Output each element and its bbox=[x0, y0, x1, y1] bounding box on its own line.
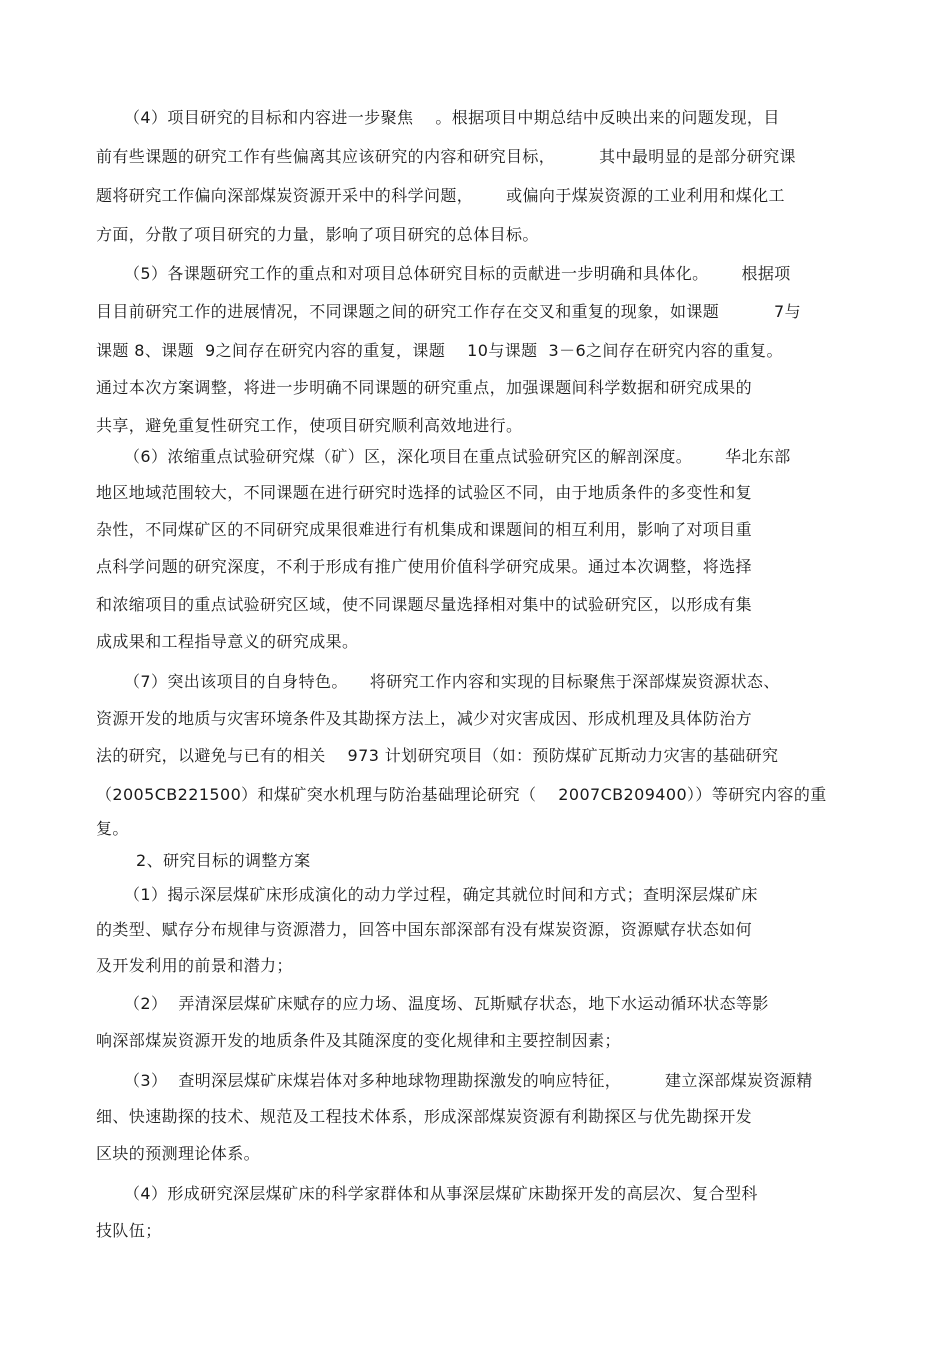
text-line: （4）形成研究深层煤矿床的科学家群体和从事深层煤矿床勘探开发的高层次、复合型科 bbox=[124, 1184, 758, 1203]
text-line: 共享，避免重复性研究工作，使项目研究顺利高效地进行。 bbox=[96, 416, 523, 435]
section-heading: 2、研究目标的调整方案 bbox=[136, 851, 311, 870]
text-line: 细、快速勘探的技术、规范及工程技术体系，形成深部煤炭资源有利勘探区与优先勘探开发 bbox=[96, 1107, 753, 1126]
text-line: （6）浓缩重点试验研究煤（矿）区，深化项目在重点试验研究区的解剖深度。 华北东部 bbox=[124, 447, 791, 466]
text-line: 和浓缩项目的重点试验研究区域，使不同课题尽量选择相对集中的试验研究区，以形成有集 bbox=[96, 595, 753, 614]
text-line: 法的研究，以避免与已有的相关 973 计划研究项目（如：预防煤矿瓦斯动力灾害的基础研究 bbox=[96, 746, 779, 765]
text-line: 的类型、赋存分布规律与资源潜力，回答中国东部深部有没有煤炭资源，资源赋存状态如何 bbox=[96, 920, 753, 939]
text-line: （4）项目研究的目标和内容进一步聚焦 。根据项目中期总结中反映出来的问题发现，目 bbox=[124, 108, 780, 127]
text-line: 成成果和工程指导意义的研究成果。 bbox=[96, 632, 359, 651]
text-line: 资源开发的地质与灾害环境条件及其勘探方法上，减少对灾害成因、形成机理及具体防治方 bbox=[96, 709, 753, 728]
text-line: 通过本次方案调整，将进一步明确不同课题的研究重点，加强课题间科学数据和研究成果的 bbox=[96, 378, 753, 397]
text-line: （2005CB221500）和煤矿突水机理与防治基础理论研究（ 2007CB209400））等研究内容的重 bbox=[96, 785, 827, 804]
text-line: 技队伍； bbox=[96, 1221, 162, 1240]
text-line: 复。 bbox=[96, 819, 129, 838]
text-line: 响深部煤炭资源开发的地质条件及其随深度的变化规律和主要控制因素； bbox=[96, 1031, 621, 1050]
text-line: 地区地域范围较大，不同课题在进行研究时选择的试验区不同，由于地质条件的多变性和复 bbox=[96, 483, 753, 502]
text-line: 点科学问题的研究深度，不利于形成有推广使用价值科学研究成果。通过本次调整，将选择 bbox=[96, 557, 753, 576]
text-line: （1）揭示深层煤矿床形成演化的动力学过程，确定其就位时间和方式；查明深层煤矿床 bbox=[124, 885, 758, 904]
text-line: （2） 弄清深层煤矿床赋存的应力场、温度场、瓦斯赋存状态，地下水运动循环状态等影 bbox=[124, 994, 769, 1013]
text-line: （5）各课题研究工作的重点和对项目总体研究目标的贡献进一步明确和具体化。 根据项 bbox=[124, 264, 791, 283]
text-line: 及开发利用的前景和潜力； bbox=[96, 956, 293, 975]
text-line: 目目前研究工作的进展情况，不同课题之间的研究工作存在交叉和重复的现象，如课题 7与 bbox=[96, 302, 802, 321]
text-line: 前有些课题的研究工作有些偏离其应该研究的内容和研究目标， 其中最明显的是部分研究课 bbox=[96, 147, 796, 166]
text-line: 课题 8、课题 9之间存在研究内容的重复，课题 10与课题 3－6之间存在研究内容的重复。 bbox=[96, 341, 783, 360]
text-line: 题将研究工作偏向深部煤炭资源开采中的科学问题， 或偏向于煤炭资源的工业利用和煤化工 bbox=[96, 186, 785, 205]
text-line: 区块的预测理论体系。 bbox=[96, 1144, 261, 1163]
text-line: （7）突出该项目的自身特色。 将研究工作内容和实现的目标聚焦于深部煤炭资源状态、 bbox=[124, 672, 780, 691]
text-line: （3） 查明深层煤矿床煤岩体对多种地球物理勘探激发的响应特征， 建立深部煤炭资源精 bbox=[124, 1071, 813, 1090]
text-line: 杂性，不同煤矿区的不同研究成果很难进行有机集成和课题间的相互利用，影响了对项目重 bbox=[96, 520, 753, 539]
text-line: 方面，分散了项目研究的力量，影响了项目研究的总体目标。 bbox=[96, 225, 539, 244]
